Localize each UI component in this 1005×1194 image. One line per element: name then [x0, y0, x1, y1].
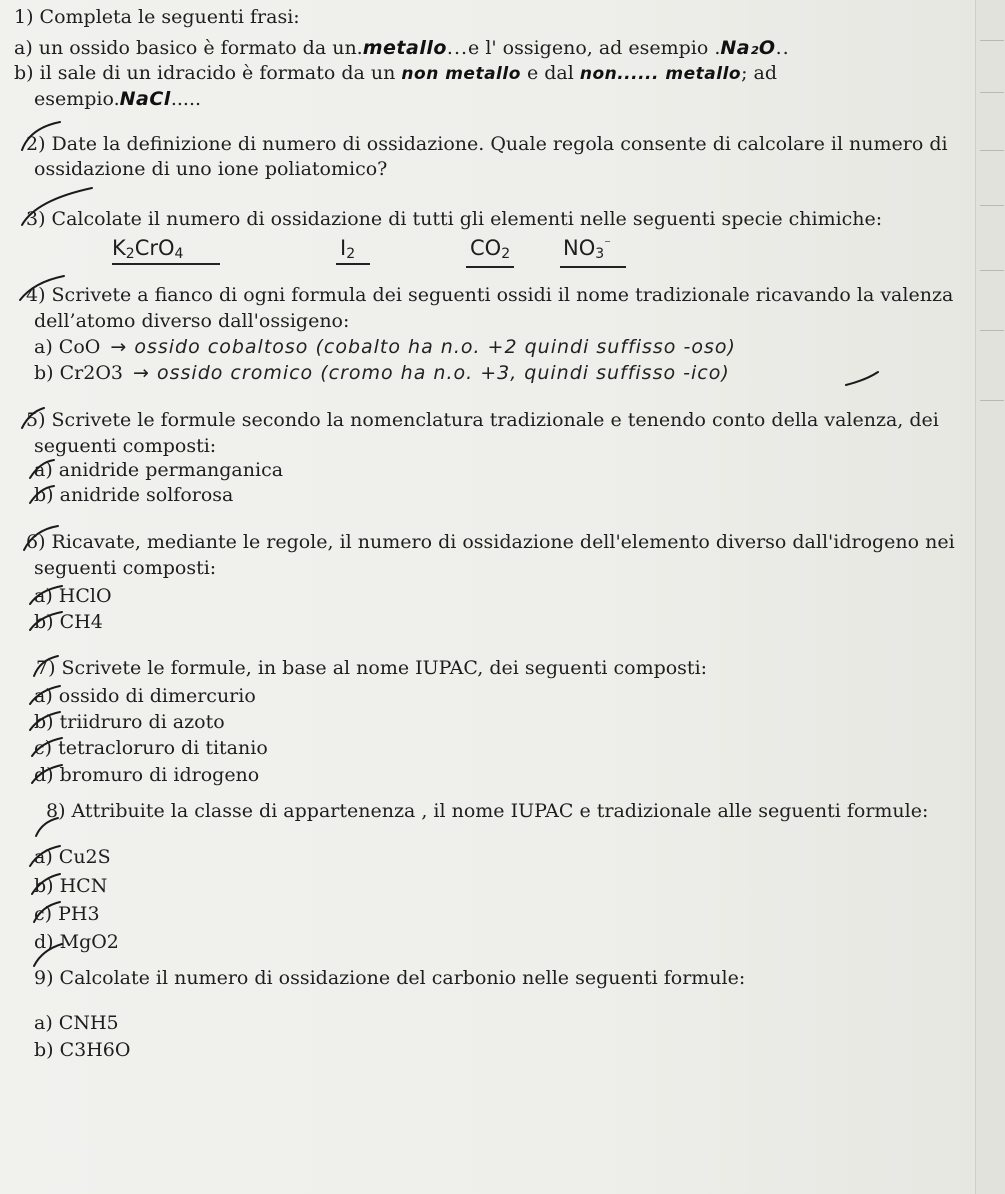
- q1-title: 1) Completa le seguenti frasi:: [14, 6, 300, 28]
- q3-formula-co2: $CO_2$: [470, 236, 511, 262]
- q2-line1: 2) Date la definizione di numero di ossidazione. Quale regola consente di calcolare il numero di: [26, 133, 948, 155]
- q5-line1: 5) Scrivete le formule secondo la nomenclatura tradizionale e tenendo conto della valenza, dei: [26, 409, 939, 431]
- q7-a: a) ossido di dimercurio: [34, 685, 256, 707]
- page-edge: [975, 0, 1005, 1194]
- q9-b: b) C3H6O: [34, 1039, 131, 1061]
- q8-d: d) MgO2: [34, 931, 119, 953]
- q9-a: a) CNH5: [34, 1012, 119, 1034]
- q1-a-prefix: a) un ossido basico è formato da un.: [14, 37, 363, 59]
- q1-b-middle: e dal: [526, 62, 574, 84]
- q5-b: b) anidride solforosa: [34, 484, 234, 506]
- q3-title: 3) Calcolate il numero di ossidazione di tutti gli elementi nelle seguenti specie chimiche:: [26, 208, 883, 230]
- q1-b-handwritten-answer-3: NaCl: [119, 88, 171, 110]
- q4-b-handwritten-answer: → ossido cromico (cromo ha n.o. +3, quindi suffisso -ico): [133, 362, 730, 384]
- q6-a: a) HClO: [34, 585, 112, 607]
- q5-line2: seguenti composti:: [34, 435, 217, 457]
- q1-b-end: ; ad: [741, 62, 778, 84]
- q3-formula-no3: $NO_3^{^-}$: [563, 236, 612, 262]
- q4-b-label: b) Cr2O3: [34, 362, 123, 384]
- q1-a-handwritten-answer-2: Na₂O: [720, 37, 776, 59]
- q1-a-line: a) un ossido basico è formato da un.metallo...e l' ossigeno, ad esempio .Na₂O..: [14, 37, 790, 59]
- q7-c: c) tetracloruro di titanio: [34, 737, 268, 759]
- q1-b-prefix: b) il sale di un idracido è formato da un: [14, 62, 396, 84]
- q3-formula-k2cro4: $K_2CrO_4$: [112, 236, 184, 262]
- q1-a-middle: e l' ossigeno, ad esempio .: [468, 37, 721, 59]
- q9-title: 9) Calcolate il numero di ossidazione del carbonio nelle seguenti formule:: [34, 967, 746, 989]
- q1-b-example-label: esempio.: [34, 88, 120, 110]
- q8-c: c) PH3: [34, 903, 100, 925]
- q4-a-label: a) CoO: [34, 336, 101, 358]
- q6-line2: seguenti composti:: [34, 557, 217, 579]
- q5-a: a) anidride permanganica: [34, 459, 284, 481]
- q6-b: b) CH4: [34, 611, 103, 633]
- q1-b-handwritten-answer-1: non metallo: [401, 64, 521, 84]
- q4-a-handwritten-answer: → ossido cobaltoso (cobalto ha n.o. +2 quindi suffisso -oso): [110, 336, 736, 358]
- q4-line1: 4) Scrivete a fianco di ogni formula dei seguenti ossidi il nome tradizionale ricavando la valenza: [26, 284, 954, 306]
- q2-line2: ossidazione di uno ione poliatomico?: [34, 158, 388, 180]
- q1-a-handwritten-answer-1: metallo: [362, 37, 447, 59]
- q3-formula-i2: $I_2$: [340, 236, 356, 262]
- q1-b-handwritten-answer-2: non...... metallo: [579, 64, 742, 84]
- q1-b-line2-end: .....: [170, 88, 202, 110]
- q7-b: b) triidruro di azoto: [34, 711, 225, 733]
- q8-title: 8) Attribuite la classe di appartenenza , il nome IUPAC e tradizionale alle seguenti formule:: [46, 800, 929, 822]
- q8-a: a) Cu2S: [34, 846, 111, 868]
- q7-title: 7) Scrivete le formule, in base al nome IUPAC, dei seguenti composti:: [36, 657, 708, 679]
- q7-d: d) bromuro di idrogeno: [34, 764, 260, 786]
- q4-line2: dell’atomo diverso dall'ossigeno:: [34, 310, 350, 332]
- q8-b: b) HCN: [34, 875, 108, 897]
- q6-line1: 6) Ricavate, mediante le regole, il numero di ossidazione dell'elemento diverso dall'idrogeno nei: [26, 531, 955, 553]
